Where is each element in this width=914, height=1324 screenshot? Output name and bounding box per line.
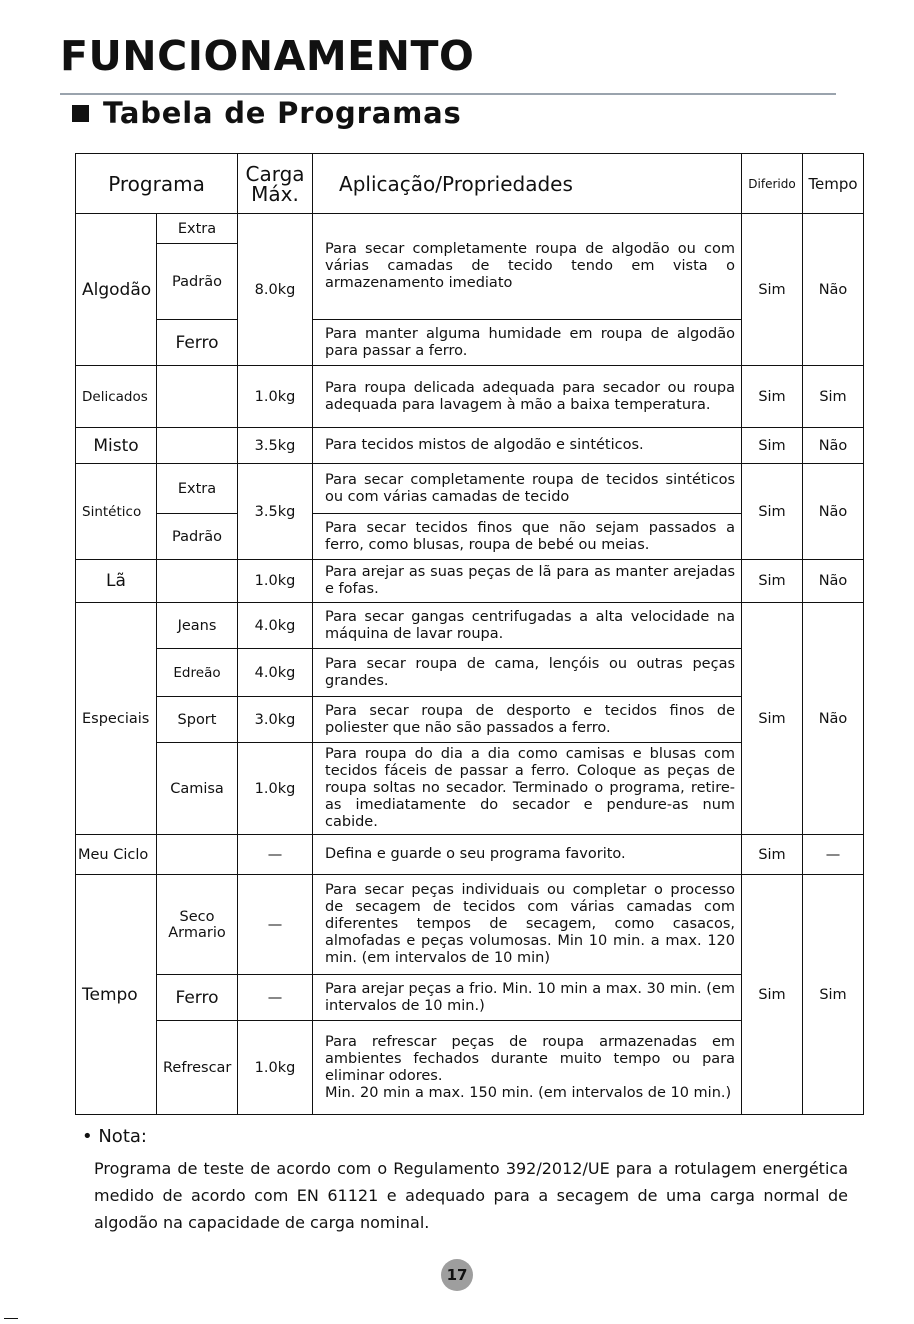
header-aplicacao: Aplicação/Propriedades — [313, 154, 742, 214]
table-row — [76, 214, 864, 244]
desc-delicados: Para roupa delicada adequada para secador ou roupa adequada para lavagem à mão a baixa temperatura. — [313, 366, 742, 428]
empty-cell — [157, 428, 238, 464]
empty-cell — [157, 560, 238, 603]
load-seco-armario: — — [238, 875, 313, 975]
program-name-delicados: Delicados — [76, 366, 157, 428]
desc-refrescar-line2: Min. 20 min a max. 150 min. (em intervalos de 10 min.) — [325, 1084, 732, 1101]
program-name-sintetico: Sintético — [76, 464, 157, 560]
subprogram-refrescar: Refrescar — [157, 1021, 238, 1115]
desc-ferro: Para arejar peças a frio. Min. 10 min a max. 30 min. (em intervalos de 10 min.) — [313, 975, 742, 1021]
desc-edreao: Para secar roupa de cama, lençóis ou outras peças grandes. — [313, 649, 742, 697]
diferido-tempo: Sim — [742, 875, 803, 1115]
table-row — [76, 560, 864, 603]
load-jeans: 4.0kg — [238, 603, 313, 649]
desc-camisa: Para roupa do dia a dia como camisas e blusas com tecidos fáceis de passar a ferro. Coloque as peças de roupa soltas no secador. Terminado o programa, retire-as imediatamente do secador e pendure-as num cabide. — [313, 743, 742, 835]
subprogram-sport: Sport — [157, 697, 238, 743]
desc-misto: Para tecidos mistos de algodão e sintéticos. — [313, 428, 742, 464]
tempo-especiais: Não — [803, 603, 864, 835]
page-number: 17 — [441, 1259, 473, 1291]
subprogram-camisa: Camisa — [157, 743, 238, 835]
table-row — [76, 464, 864, 514]
load-sport: 3.0kg — [238, 697, 313, 743]
program-name-especiais: Especiais — [76, 603, 157, 835]
desc-jeans: Para secar gangas centrifugadas a alta velocidade na máquina de lavar roupa. — [313, 603, 742, 649]
empty-cell — [157, 366, 238, 428]
diferido-misto: Sim — [742, 428, 803, 464]
load-algodao: 8.0kg — [238, 214, 313, 366]
load-misto: 3.5kg — [238, 428, 313, 464]
tempo-tempo: Sim — [803, 875, 864, 1115]
load-camisa: 1.0kg — [238, 743, 313, 835]
subprogram-padrao: Padrão — [157, 514, 238, 560]
note-section — [82, 1126, 848, 1236]
tempo-algodao: Não — [803, 214, 864, 366]
load-ferro: — — [238, 975, 313, 1021]
load-refrescar: 1.0kg — [238, 1021, 313, 1115]
desc-sintetico-padrao: Para secar tecidos finos que não sejam passados a ferro, como blusas, roupa de bebé ou meias. — [313, 514, 742, 560]
desc-sport: Para secar roupa de desporto e tecidos finos de poliester que não são passados a ferro. — [313, 697, 742, 743]
header-carga-line2: Máx. — [251, 181, 299, 206]
diferido-delicados: Sim — [742, 366, 803, 428]
program-name-tempo: Tempo — [76, 875, 157, 1115]
seco-label: Seco — [179, 908, 215, 925]
desc-refrescar — [313, 1021, 742, 1115]
desc-refrescar-line1: Para refrescar peças de roupa armazenadas em ambientes fechados durante muito tempo ou para eliminar odores. — [325, 1033, 736, 1084]
subprogram-edreao: Edreão — [157, 649, 238, 697]
note-label: • Nota: — [82, 1126, 147, 1147]
load-sintetico: 3.5kg — [238, 464, 313, 560]
note-text: Programa de teste de acordo com o Regulamento 392/2012/UE para a rotulagem energética medido de acordo com EN 61121 e adequado para a secagem de uma carga normal de algodão na capacidade de carga nominal. — [94, 1159, 848, 1232]
program-name-misto: Misto — [76, 428, 157, 464]
square-bullet-icon — [72, 105, 89, 122]
tempo-delicados: Sim — [803, 366, 864, 428]
load-meu-ciclo: — — [238, 835, 313, 875]
table-row — [76, 366, 864, 428]
subprogram-extra: Extra — [157, 214, 238, 244]
tempo-misto: Não — [803, 428, 864, 464]
tempo-meu-ciclo: — — [803, 835, 864, 875]
desc-sintetico-extra: Para secar completamente roupa de tecidos sintéticos ou com várias camadas de tecido — [313, 464, 742, 514]
subprogram-jeans: Jeans — [157, 603, 238, 649]
title-divider — [60, 93, 836, 95]
section-heading — [72, 96, 462, 130]
desc-algodao-ferro: Para manter alguma humidade em roupa de algodão para passar a ferro. — [313, 320, 742, 366]
table-row — [76, 428, 864, 464]
subprogram-extra: Extra — [157, 464, 238, 514]
load-edreao: 4.0kg — [238, 649, 313, 697]
program-name-meu-ciclo: Meu Ciclo — [76, 835, 157, 875]
desc-la: Para arejar as suas peças de lã para as manter arejadas e fofas. — [313, 560, 742, 603]
table-row — [76, 875, 864, 975]
load-delicados: 1.0kg — [238, 366, 313, 428]
corner-mark — [4, 1318, 18, 1319]
header-tempo: Tempo — [803, 154, 864, 214]
armario-label: Armario — [168, 924, 226, 941]
desc-meu-ciclo: Defina e guarde o seu programa favorito. — [313, 835, 742, 875]
subprogram-ferro: Ferro — [157, 320, 238, 366]
empty-cell — [157, 835, 238, 875]
header-carga-line1: Carga — [245, 161, 305, 186]
header-carga — [238, 154, 313, 214]
diferido-la: Sim — [742, 560, 803, 603]
diferido-sintetico: Sim — [742, 464, 803, 560]
tempo-sintetico: Não — [803, 464, 864, 560]
table-row — [76, 835, 864, 875]
diferido-especiais: Sim — [742, 603, 803, 835]
page-title: FUNCIONAMENTO — [60, 32, 475, 80]
program-name-la: Lã — [76, 560, 157, 603]
header-diferido: Diferido — [742, 154, 803, 214]
section-title: Tabela de Programas — [103, 96, 462, 130]
load-la: 1.0kg — [238, 560, 313, 603]
table-row — [76, 603, 864, 649]
tempo-la: Não — [803, 560, 864, 603]
diferido-meu-ciclo: Sim — [742, 835, 803, 875]
desc-seco-armario: Para secar peças individuais ou completar o processo de secagem de tecidos com várias camadas com diferentes tempos de secagem, como casacos, almofadas e peças volumosas. Min 10 min. a max. 120 min. (em intervalos de 10 min) — [313, 875, 742, 975]
subprogram-seco-armario — [157, 875, 238, 975]
subprogram-ferro: Ferro — [157, 975, 238, 1021]
table-header-row — [76, 154, 864, 214]
diferido-algodao: Sim — [742, 214, 803, 366]
programs-table — [75, 153, 864, 1115]
desc-algodao: Para secar completamente roupa de algodão ou com várias camadas de tecido tendo em vista o armazenamento imediato — [313, 214, 742, 320]
subprogram-padrao: Padrão — [157, 244, 238, 320]
program-name-algodao: Algodão — [76, 214, 157, 366]
header-programa: Programa — [76, 154, 238, 214]
